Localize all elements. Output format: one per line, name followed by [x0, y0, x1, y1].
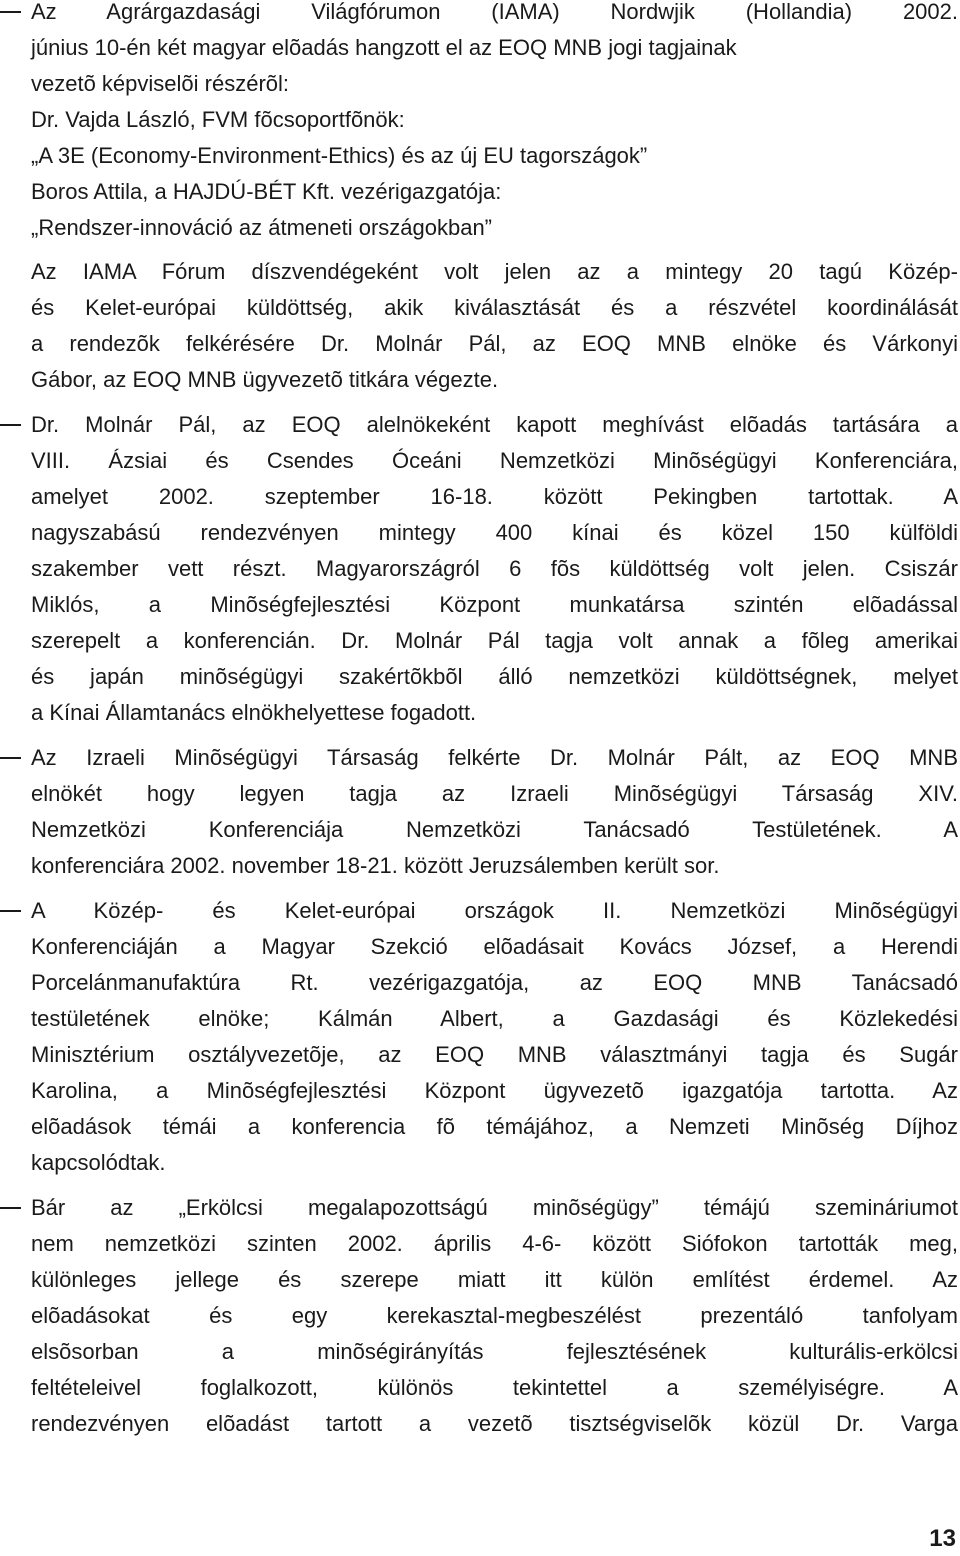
text-line: elõadások témái a konferencia fõ témájához, a Nemzeti Minõség Díjhoz [31, 1114, 958, 1139]
text-line: testületének elnöke; Kálmán Albert, a Gazdasági és Közlekedési [31, 1006, 958, 1031]
dash-bullet-icon [0, 424, 21, 426]
text-line: amelyet 2002. szeptember 16-18. között Pekingben tartottak. A [31, 484, 958, 509]
page-number: 13 [929, 1525, 956, 1552]
bullet-item [0, 0, 960, 398]
text-line: és Kelet-európai küldöttség, akik kiválasztását és a részvétel koordinálását [31, 295, 958, 320]
bullet-item [0, 1190, 960, 1442]
text-line: a rendezõk felkérésére Dr. Molnár Pál, az EOQ MNB elnöke és Várkonyi [31, 331, 958, 356]
text-line: VIII. Ázsiai és Csendes Óceáni Nemzetközi Minõségügyi Konferenciára, [31, 448, 958, 473]
paragraph-gap [31, 246, 958, 254]
text-line: rendezvényen elõadást tartott a vezetõ tisztségviselõk közül Dr. Varga [31, 1411, 958, 1436]
text-line: Karolina, a Minõségfejlesztési Központ ügyvezetõ igazgatója tartotta. Az [31, 1078, 958, 1103]
text-line: nagyszabású rendezvényen mintegy 400 kínai és közel 150 külföldi [31, 520, 958, 545]
dash-bullet-icon [0, 757, 21, 759]
text-line: szerepelt a konferencián. Dr. Molnár Pál tagja volt annak a fõleg amerikai [31, 628, 958, 653]
text-line: Porcelánmanufaktúra Rt. vezérigazgatója, az EOQ MNB Tanácsadó [31, 970, 958, 995]
text-line: Az Agrárgazdasági Világfórumon (IAMA) Nordwjik (Hollandia) 2002. [31, 0, 958, 24]
text-line: kapcsolódtak. [31, 1150, 166, 1175]
text-line: Boros Attila, a HAJDÚ-BÉT Kft. vezérigazgatója: [31, 179, 502, 204]
bullet-item [0, 407, 960, 731]
text-line: A Közép- és Kelet-európai országok II. Nemzetközi Minõségügyi [31, 898, 958, 923]
text-line: feltételeivel foglalkozott, különös tekintettel a személyiségre. A [31, 1375, 958, 1400]
text-line: elnökét hogy legyen tagja az Izraeli Minõségügyi Társaság XIV. [31, 781, 958, 806]
text-line: „Rendszer-innováció az átmeneti országokban” [31, 215, 493, 240]
text-line: Dr. Vajda László, FVM fõcsoportfõnök: [31, 107, 405, 132]
text-line: Nemzetközi Konferenciája Nemzetközi Tanácsadó Testületének. A [31, 817, 958, 842]
bullet-item [0, 893, 960, 1181]
text-line: különleges jellege és szerepe miatt itt külön említést érdemel. Az [31, 1267, 958, 1292]
text-line: és japán minõségügyi szakértõkbõl álló nemzetközi küldöttségnek, melyet [31, 664, 958, 689]
text-line: június 10-én két magyar elõadás hangzott el az EOQ MNB jogi tagjainak [31, 35, 737, 60]
bullet-item [0, 740, 960, 884]
text-line: elsõsorban a minõségirányítás fejlesztésének kulturális-erkölcsi [31, 1339, 958, 1364]
dash-bullet-icon [0, 11, 21, 13]
text-line: Az Izraeli Minõségügyi Társaság felkérte Dr. Molnár Pált, az EOQ MNB [31, 745, 958, 770]
text-line: konferenciára 2002. november 18-21. között Jeruzsálemben került sor. [31, 853, 720, 878]
text-line: „A 3E (Economy-Environment-Ethics) és az új EU tagországok” [31, 143, 648, 168]
text-line: Minisztérium osztályvezetõje, az EOQ MNB választmányi tagja és Sugár [31, 1042, 958, 1067]
text-line: Konferenciáján a Magyar Szekció elõadásait Kovács József, a Herendi [31, 934, 958, 959]
text-line: Bár az „Erkölcsi megalapozottságú minõségügy” témájú szemináriumot [31, 1195, 958, 1220]
text-line: elõadásokat és egy kerekasztal-megbeszélést prezentáló tanfolyam [31, 1303, 958, 1328]
dash-bullet-icon [0, 1207, 21, 1209]
text-line: a Kínai Államtanács elnökhelyettese fogadott. [31, 700, 477, 725]
text-line: Dr. Molnár Pál, az EOQ alelnökeként kapott meghívást elõadás tartására a [31, 412, 958, 437]
text-line: Az IAMA Fórum díszvendégeként volt jelen az a mintegy 20 tagú Közép- [31, 259, 958, 284]
dash-bullet-icon [0, 910, 21, 912]
text-line: Miklós, a Minõségfejlesztési Központ munkatársa szintén elõadással [31, 592, 958, 617]
text-line: Gábor, az EOQ MNB ügyvezetõ titkára végezte. [31, 367, 499, 392]
text-line: szakember vett részt. Magyarországról 6 fõs küldöttség volt jelen. Csiszár [31, 556, 958, 581]
text-line: nem nemzetközi szinten 2002. április 4-6- között Siófokon tartották meg, [31, 1231, 958, 1256]
text-line: vezetõ képviselõi részérõl: [31, 71, 290, 96]
